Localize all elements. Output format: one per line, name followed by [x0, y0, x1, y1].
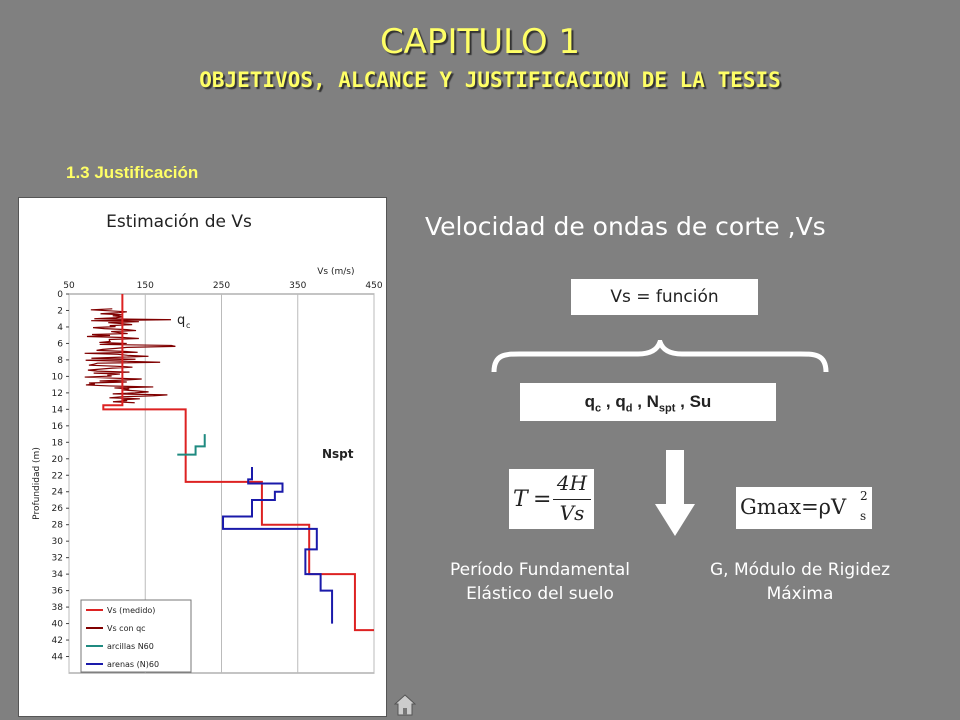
y-tick-label: 0 [57, 290, 63, 300]
x-tick-label: 450 [365, 281, 383, 291]
y-tick-label: 26 [51, 504, 63, 515]
legend-label: Vs con qc [107, 624, 146, 633]
x-tick-label: 350 [289, 281, 307, 291]
period-equation [509, 469, 594, 529]
eq-exponent: 2 [860, 489, 868, 503]
y-tick-label: 4 [57, 322, 63, 333]
param-nspt: $N_{spt}$ [646, 392, 676, 415]
home-icon[interactable] [394, 694, 416, 716]
main-heading: Velocidad de ondas de corte ,Vs [425, 212, 826, 241]
y-tick-label: 42 [51, 636, 63, 647]
qc-annotation-sub: c [186, 321, 191, 330]
y-axis-label: Profundidad (m) [32, 447, 42, 520]
eq-equals: = [533, 487, 552, 512]
y-tick-label: 36 [51, 586, 63, 597]
y-tick-label: 18 [51, 438, 63, 449]
y-tick-label: 32 [51, 553, 63, 564]
param-qd: $q_d$ [615, 392, 633, 415]
legend-label: Vs (medido) [107, 606, 156, 615]
chart-panel [18, 197, 387, 717]
eq-denominator: Vs [559, 501, 585, 525]
vs-depth-chart [19, 198, 386, 716]
x-tick-label: 50 [63, 281, 75, 291]
x-tick-label: 250 [212, 281, 231, 291]
y-tick-label: 24 [51, 487, 63, 498]
y-tick-label: 40 [51, 619, 63, 630]
y-tick-label: 2 [57, 306, 63, 317]
x-axis-label: Vs (m/s) [317, 267, 355, 277]
y-tick-label: 8 [57, 355, 63, 366]
y-tick-label: 14 [51, 405, 63, 416]
y-tick-label: 22 [51, 471, 63, 482]
y-tick-label: 20 [51, 454, 63, 465]
y-tick-label: 6 [57, 339, 63, 350]
y-tick-label: 44 [51, 652, 63, 663]
period-caption: Período Fundamental Elástico del suelo [449, 560, 631, 604]
legend-label: arenas (N)60 [107, 660, 160, 669]
gmax-formula: Gmax=ρV [740, 495, 847, 519]
gmax-equation [736, 487, 872, 529]
param-qc: $q_c$ [584, 392, 602, 415]
down-arrow-icon [655, 450, 695, 536]
page-subtitle: OBJETIVOS, ALCANCE Y JUSTIFICACION DE LA TESIS [199, 68, 781, 92]
parameters-box [520, 383, 776, 421]
y-tick-label: 10 [51, 372, 63, 383]
chart-title: Estimación de Vs [106, 212, 252, 232]
separator: , [601, 392, 616, 411]
legend-label: arcillas N60 [107, 642, 154, 651]
y-tick-label: 34 [51, 570, 63, 581]
page-title: CAPITULO 1 [379, 22, 581, 62]
eq-subscript: s [860, 509, 867, 523]
y-tick-label: 16 [51, 421, 63, 432]
section-heading: 1.3 Justificación [66, 163, 199, 182]
g-caption: G, Módulo de Rigidez Máxima [709, 560, 891, 604]
qc-annotation: q [177, 313, 186, 328]
param-su: Su [689, 392, 712, 411]
x-tick-label: 150 [136, 281, 154, 291]
eq-lhs: T [513, 487, 528, 512]
y-tick-label: 28 [51, 520, 63, 531]
separator: , [632, 392, 647, 411]
y-tick-label: 30 [51, 537, 63, 548]
separator: , [675, 392, 690, 411]
curly-brace-icon [488, 340, 833, 376]
y-tick-label: 12 [51, 388, 63, 399]
formula-box: Vs = función [571, 279, 758, 315]
nspt-annotation: Nspt [322, 447, 354, 461]
y-tick-label: 38 [51, 603, 63, 614]
eq-numerator: 4H [556, 471, 588, 495]
fraction-bar [553, 499, 591, 500]
